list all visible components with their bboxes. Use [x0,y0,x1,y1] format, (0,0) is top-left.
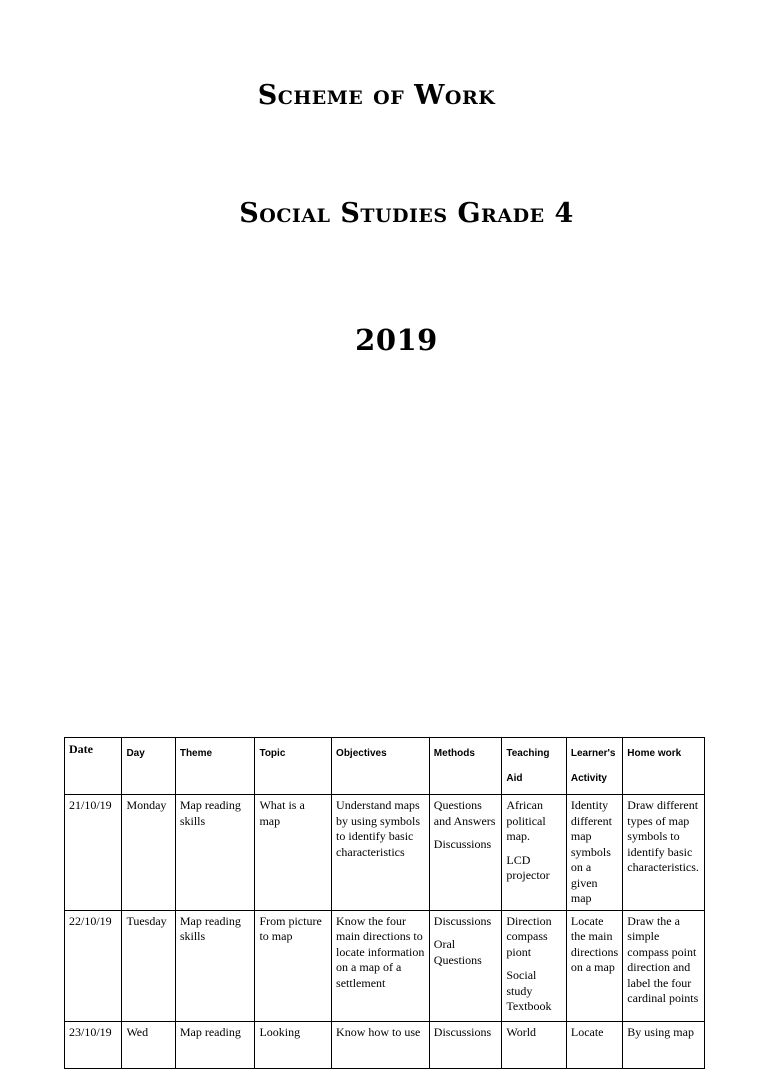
cell-day: Wed [122,1021,175,1068]
cell-theme: Map reading skills [175,910,255,1021]
header-objectives: Objectives [332,738,430,795]
cell-objectives: Know how to use [332,1021,430,1068]
header-date: Date [65,738,122,795]
method-item: Questions and Answers [433,798,496,828]
cell-home-work: Draw different types of map symbols to identify basic characteristics. [623,795,705,911]
cell-day: Monday [122,795,175,911]
cell-learners-activity: Locate [566,1021,622,1068]
cell-topic: Looking [255,1021,332,1068]
header-learners-activity-line2: Activity [570,773,607,784]
cell-topic: From picture to map [255,910,332,1021]
table-row [65,910,705,1021]
cell-date: 22/10/19 [65,910,122,1021]
document-year: 2019 [355,323,438,357]
cell-day: Tuesday [122,910,175,1021]
cell-date: 21/10/19 [65,795,122,911]
method-item: Discussions [433,837,492,851]
cell-home-work: By using map [623,1021,705,1068]
header-teaching-aid-line2: Aid [506,773,523,784]
document-subject: Social Studies Grade 4 [239,198,574,229]
header-teaching-aid [502,738,567,795]
cell-topic: What is a map [255,795,332,911]
teaching-aid-item: LCD projector [506,852,550,882]
cell-teaching-aid [502,910,567,1021]
cell-teaching-aid [502,1021,567,1068]
header-theme: Theme [175,738,255,795]
cell-methods [429,910,502,1021]
cell-theme: Map reading [175,1021,255,1068]
table-row [65,795,705,911]
header-home-work: Home work [623,738,705,795]
scheme-of-work-table [64,737,705,1069]
header-topic: Topic [255,738,332,795]
teaching-aid-item: African political map. [506,798,546,843]
cell-theme: Map reading skills [175,795,255,911]
table-row [65,1021,705,1068]
header-methods: Methods [429,738,502,795]
teaching-aid-item: Direction compass piont [506,913,552,959]
method-item: Oral Questions [433,937,482,967]
header-day: Day [122,738,175,795]
cell-date: 23/10/19 [65,1021,122,1068]
cell-methods [429,1021,502,1068]
teaching-aid-item: World [506,1024,537,1039]
cell-home-work: Draw the a simple compass point direction and label the four cardinal points [623,910,705,1021]
table-header-row [65,738,705,795]
method-item: Discussions [433,1024,492,1039]
cell-objectives: Understand maps by using symbols to identify basic characteristics [332,795,430,911]
header-teaching-aid-line1: Teaching [506,748,550,759]
cell-learners-activity: Locate the main directions on a map [566,910,622,1021]
method-item: Discussions [433,913,492,928]
cell-learners-activity: Identity different map symbols on a given map [566,795,622,911]
cell-methods [429,795,502,911]
header-learners-activity [566,738,622,795]
cell-objectives: Know the four main directions to locate information on a map of a settlement [332,910,430,1021]
teaching-aid-item: Social study Textbook [506,968,552,1013]
cell-teaching-aid [502,795,567,911]
document-title: Scheme of Work [257,80,496,111]
header-learners-activity-line1: Learner's [570,748,616,759]
